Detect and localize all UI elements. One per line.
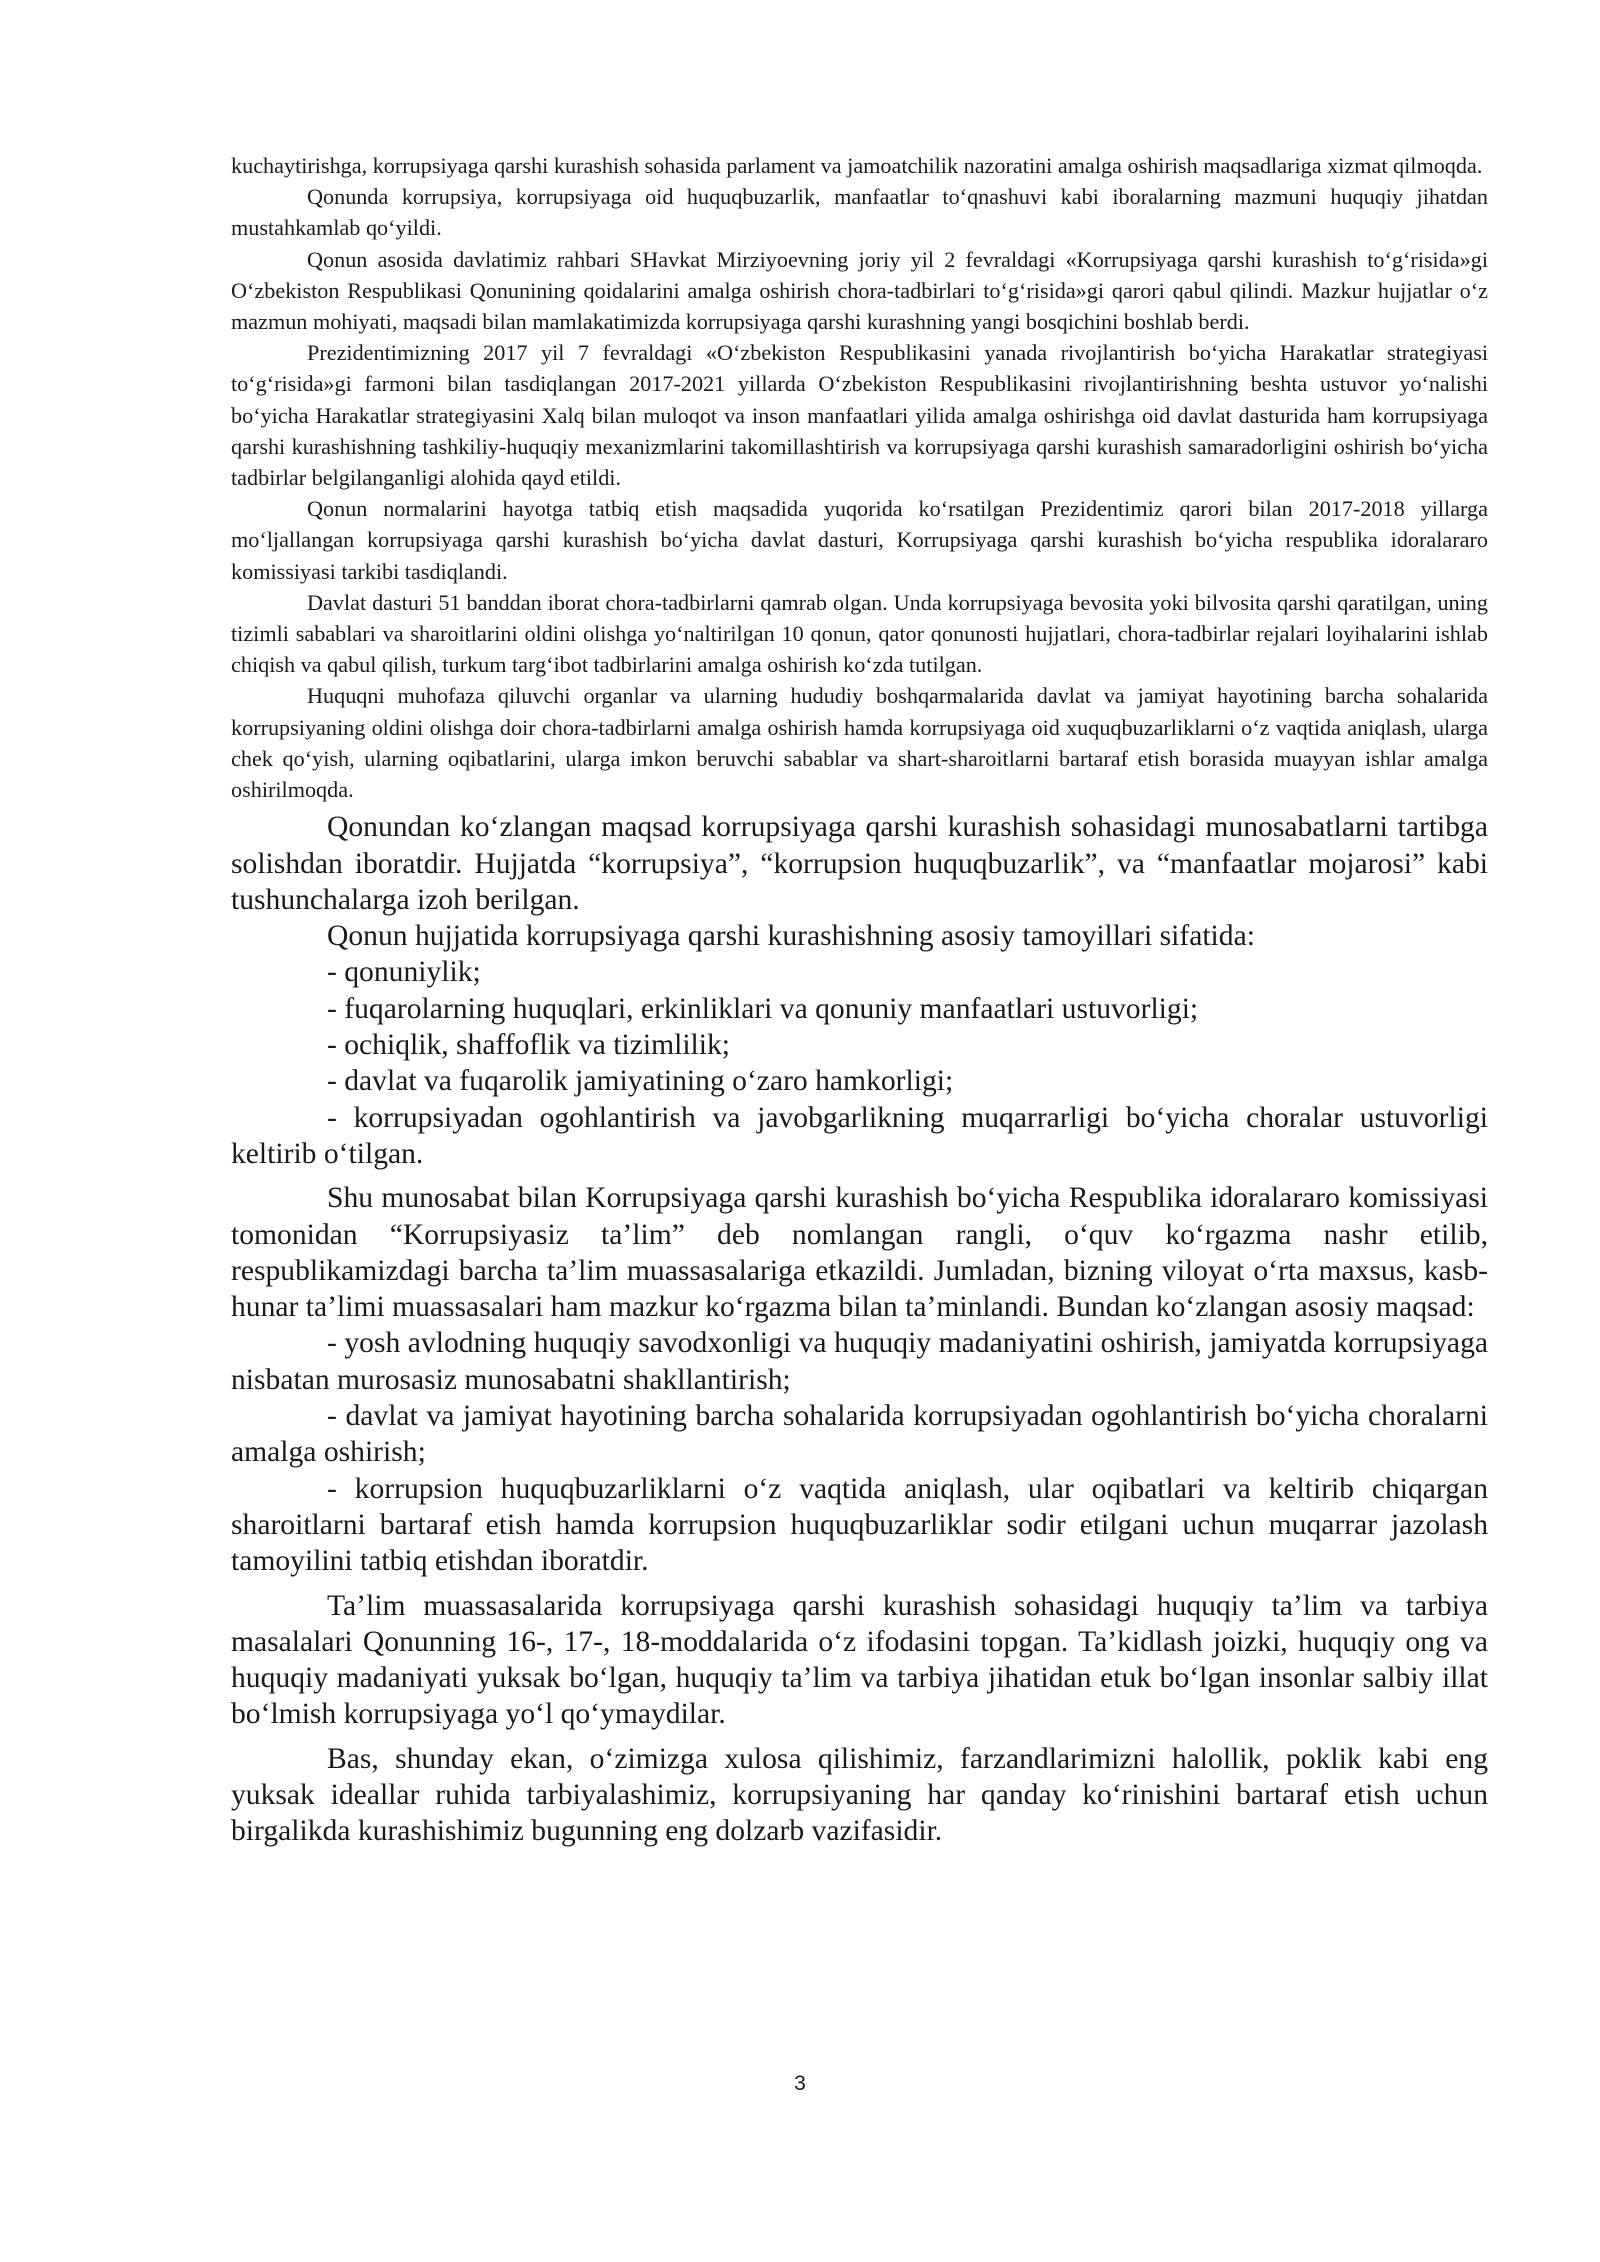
paragraph: Davlat dasturi 51 banddan iborat chora-tadbirlarni qamrab olgan. Unda korrupsiyaga bevosita yoki bilvosita qarshi qaratilgan, uning tizimli sabablari va sharoitlarini oldini olishga yo‘naltirilgan 10 qonun, qator qonunosti hujjatlari, chora-tadbirlar rejalari loyihalarini ishlab chiqish va qabul qilish, turkum targ‘ibot tadbirlarini amalga oshirish ko‘zda tutilgan. bbox=[231, 589, 1488, 678]
list-item: - korrupsiyadan ogohlantirish va javobgarlikning muqarrarligi bo‘yicha choralar ustuvorligi keltirib o‘tilgan. bbox=[231, 1101, 1488, 1170]
paragraph: Qonundan ko‘zlangan maqsad korrupsiyaga qarshi kurashish sohasidagi munosabatlarni tartibga solishdan iboratdir. Hujjatda “korrupsiya”, “korrupsion huquqbuzarlik”, va “manfaatlar mojarosi” kabi tushunchalarga izoh berilgan. bbox=[231, 811, 1488, 916]
paragraph: Ta’lim muassasalarida korrupsiyaga qarshi kurashish sohasidagi huquqiy ta’lim va tarbiya masalalari Qonunning 16-, 17-, 18-moddalarida o‘z ifodasini topgan. Ta’kidlash joizki, huquqiy ong va huquqiy madaniyati yuksak bo‘lgan, huquqiy ta’lim va tarbiya jihatidan etuk bo‘lgan insonlar salbiy illat bo‘lmish korrupsiyaga yo‘l qo‘ymaydilar. bbox=[231, 1589, 1488, 1731]
list-item: - fuqarolarning huquqlari, erkinliklari va qonuniy manfaatlari ustuvorligi; bbox=[327, 992, 1199, 1025]
list-item: - yosh avlodning huquqiy savodxonligi va huquqiy madaniyatini oshirish, jamiyatda korrupsiyaga nisbatan murosasiz munosabatni shakllantirish; bbox=[231, 1327, 1488, 1396]
paragraph: Qonun normalarini hayotga tatbiq etish maqsadida yuqorida ko‘rsatilgan Prezidentimiz qarori bilan 2017-2018 yillarga mo‘ljallangan korrupsiyaga qarshi kurashish bo‘yicha davlat dasturi, Korrupsiyaga qarshi kurashish bo‘yicha respublika idoralararo komissiyasi tarkibi tasdiqlandi. bbox=[231, 496, 1488, 584]
paragraph: Qonunda korrupsiya, korrupsiyaga oid huquqbuzarlik, manfaatlar to‘qnashuvi kabi iboralarning mazmuni huquqiy jihatdan mustahkamlab qo‘yildi. bbox=[231, 184, 1488, 241]
page-body bbox=[231, 150, 1488, 1850]
paragraph: Qonun asosida davlatimiz rahbari SHavkat Mirziyoevning joriy yil 2 fevraldagi «Korrupsiyaga qarshi kurashish to‘g‘risida»gi O‘zbekiston Respublikasi Qonunining qoidalarini amalga oshirish chora-tadbirlari to‘g‘risida»gi qarori qabul qilindi. Mazkur hujjatlar o‘z mazmun mohiyati, maqsadi bilan mamlakatimizda korrupsiyaga qarshi kurashning yangi bosqichini boshlab berdi. bbox=[231, 246, 1488, 335]
paragraph: Huquqni muhofaza qiluvchi organlar va ularning hududiy boshqarmalarida davlat va jamiyat hayotining barcha sohalarida korrupsiyaning oldini olishga doir chora-tadbirlarni amalga oshirish hamda korrupsiyaga oid xuquqbuzarliklarni o‘z vaqtida aniqlash, ularga chek qo‘yish, ularning oqibatlarini, ularga imkon beruvchi sabablar va shart-sharoitlarni bartaraf etish borasida muayyan ishlar amalga oshirilmoqda. bbox=[231, 683, 1488, 803]
small-text-section bbox=[231, 150, 1488, 805]
page-number: 3 bbox=[794, 2072, 806, 2095]
list-item: - davlat va jamiyat hayotining barcha sohalarida korrupsiyadan ogohlantirish bo‘yicha choralarni amalga oshirish; bbox=[231, 1400, 1488, 1469]
paragraph: Shu munosabat bilan Korrupsiyaga qarshi kurashish bo‘yicha Respublika idoralararo komissiyasi tomonidan “Korrupsiyasiz ta’lim” deb nomlangan rangli, o‘quv ko‘rgazma nashr etilib, respublikamizdagi barcha ta’lim muassasalariga etkazildi. Jumladan, bizning viloyat o‘rta maxsus, kasb-hunar ta’limi muassasalari ham mazkur ko‘rgazma bilan ta’minlandi. Bundan ko‘zlangan asosiy maqsad: bbox=[231, 1182, 1488, 1324]
paragraph-continuation: kuchaytirishga, korrupsiyaga qarshi kurashish sohasida parlament va jamoatchilik nazoratini amalga oshirish maqsadlariga xizmat qilmoqda. bbox=[231, 153, 1483, 178]
paragraph: Qonun hujjatida korrupsiyaga qarshi kurashishning asosiy tamoyillari sifatida: bbox=[327, 920, 1255, 953]
large-text-section bbox=[231, 809, 1488, 1849]
list-item: - ochiqlik, shaffoflik va tizimlilik; bbox=[327, 1029, 731, 1062]
list-item: - korrupsion huquqbuzarliklarni o‘z vaqtida aniqlash, ular oqibatlari va keltirib chiqargan sharoitlarni bartaraf etish hamda korrupsion huquqbuzarliklar sodir etilgani uchun muqarrar jazolash tamoyilini tatbiq etishdan iboratdir. bbox=[231, 1472, 1488, 1578]
paragraph: Prezidentimizning 2017 yil 7 fevraldagi «O‘zbekiston Respublikasini yanada rivojlantirish bo‘yicha Harakatlar strategiyasi to‘g‘risida»gi farmoni bilan tasdiqlangan 2017-2021 yillarda O‘zbekiston Respublikasini rivojlantirishning beshta ustuvor yo‘nalishi bo‘yicha Harakatlar strategiyasini Xalq bilan muloqot va inson manfaatlari yilida amalga oshirishga oid davlat dasturida ham korrupsiyaga qarshi kurashishning tashkiliy-huquqiy mexanizmlarini takomillashtirish va korrupsiyaga qarshi kurashish samaradorligini oshirish bo‘yicha tadbirlar belgilanganligi alohida qayd etildi. bbox=[231, 340, 1488, 491]
list-item: - qonuniylik; bbox=[327, 956, 481, 989]
paragraph: Bas, shunday ekan, o‘zimizga xulosa qilishimiz, farzandlarimizni halollik, poklik kabi eng yuksak ideallar ruhida tarbiyalashimiz, korrupsiyaning har qanday ko‘rinishini bartaraf etish uchun birgalikda kurashishimiz bugunning eng dolzarb vazifasidir. bbox=[231, 1742, 1488, 1848]
list-item: - davlat va fuqarolik jamiyatining o‘zaro hamkorligi; bbox=[327, 1065, 954, 1098]
